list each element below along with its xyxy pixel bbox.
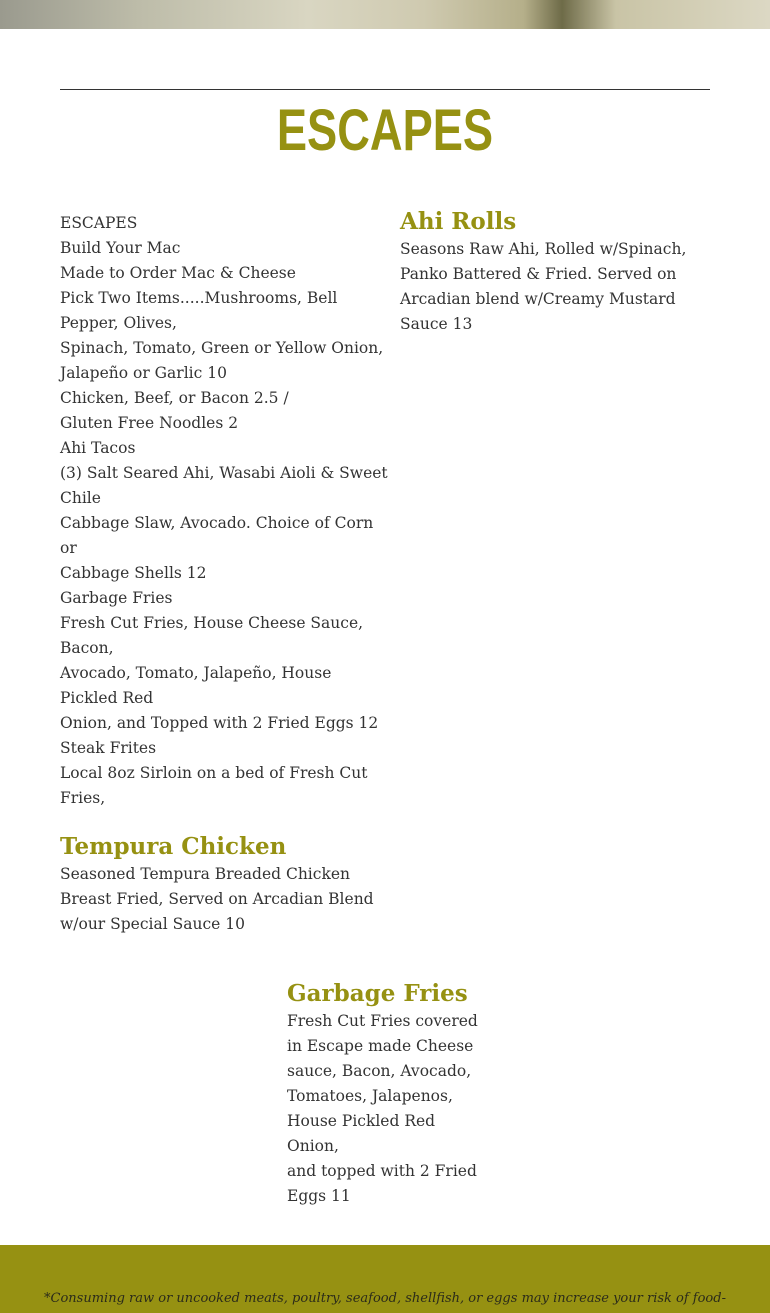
footer-disclaimer: *Consuming raw or uncooked meats, poultry, seafood, shellfish, or eggs may increase your risk of food- <box>44 1291 726 1306</box>
menu-line: Spinach, Tomato, Green or Yellow Onion, <box>60 339 384 357</box>
menu-text-block <box>60 211 388 811</box>
menu-line: Fries, <box>60 789 106 807</box>
menu-item-description <box>287 1009 487 1209</box>
menu-item-garbage-fries <box>287 979 487 1209</box>
description-line: and topped with 2 Fried <box>287 1162 477 1180</box>
description-line: w/our Special Sauce 10 <box>60 915 245 933</box>
menu-line: Gluten Free Noodles 2 <box>60 414 239 432</box>
menu-item-title: Tempura Chicken <box>60 833 287 860</box>
description-line: Fresh Cut Fries covered <box>287 1012 478 1030</box>
menu-line: Garbage Fries <box>60 589 173 607</box>
menu-line: Avocado, Tomato, Jalapeño, House <box>60 664 332 682</box>
menu-line: (3) Salt Seared Ahi, Wasabi Aioli & Sweet <box>60 464 388 482</box>
section-title: ESCAPES <box>276 98 494 163</box>
menu-line: Ahi Tacos <box>60 439 136 457</box>
description-line: in Escape made Cheese <box>287 1037 474 1055</box>
menu-item-description <box>60 862 380 937</box>
menu-line: Pepper, Olives, <box>60 314 177 332</box>
description-line: Tomatoes, Jalapenos, <box>287 1087 453 1105</box>
menu-line: Onion, and Topped with 2 Fried Eggs 12 <box>60 714 379 732</box>
menu-line: Build Your Mac <box>60 239 181 257</box>
menu-line: Local 8oz Sirloin on a bed of Fresh Cut <box>60 764 368 782</box>
menu-item-ahi-rolls <box>400 207 700 337</box>
menu-line: Fresh Cut Fries, House Cheese Sauce, <box>60 614 364 632</box>
menu-item-tempura-chicken <box>60 832 380 937</box>
menu-line: Steak Frites <box>60 739 157 757</box>
menu-line: ESCAPES <box>60 214 138 232</box>
description-line: sauce, Bacon, Avocado, <box>287 1062 472 1080</box>
description-line: Seasoned Tempura Breaded Chicken <box>60 865 350 883</box>
description-line: Eggs 11 <box>287 1187 351 1205</box>
description-line: Arcadian blend w/Creamy Mustard <box>400 290 676 308</box>
menu-line: or <box>60 539 77 557</box>
menu-item-description <box>400 237 700 337</box>
menu-line: Pick Two Items.....Mushrooms, Bell <box>60 289 338 307</box>
menu-item-title: Garbage Fries <box>287 980 468 1007</box>
menu-line: Bacon, <box>60 639 114 657</box>
menu-line: Chile <box>60 489 101 507</box>
menu-line: Chicken, Beef, or Bacon 2.5 / <box>60 389 289 407</box>
menu-line: Cabbage Slaw, Avocado. Choice of Corn <box>60 514 374 532</box>
description-line: Breast Fried, Served on Arcadian Blend <box>60 890 374 908</box>
menu-line: Made to Order Mac & Cheese <box>60 264 296 282</box>
description-line: Sauce 13 <box>400 315 473 333</box>
description-line: Seasons Raw Ahi, Rolled w/Spinach, <box>400 240 687 258</box>
menu-line: Cabbage Shells 12 <box>60 564 207 582</box>
menu-line: Pickled Red <box>60 689 154 707</box>
hero-image-strip <box>0 0 770 29</box>
menu-line: Jalapeño or Garlic 10 <box>60 364 227 382</box>
section-divider <box>60 89 710 90</box>
description-line: House Pickled Red Onion, <box>287 1112 436 1155</box>
description-line: Panko Battered & Fried. Served on <box>400 265 677 283</box>
menu-item-title: Ahi Rolls <box>400 208 517 235</box>
